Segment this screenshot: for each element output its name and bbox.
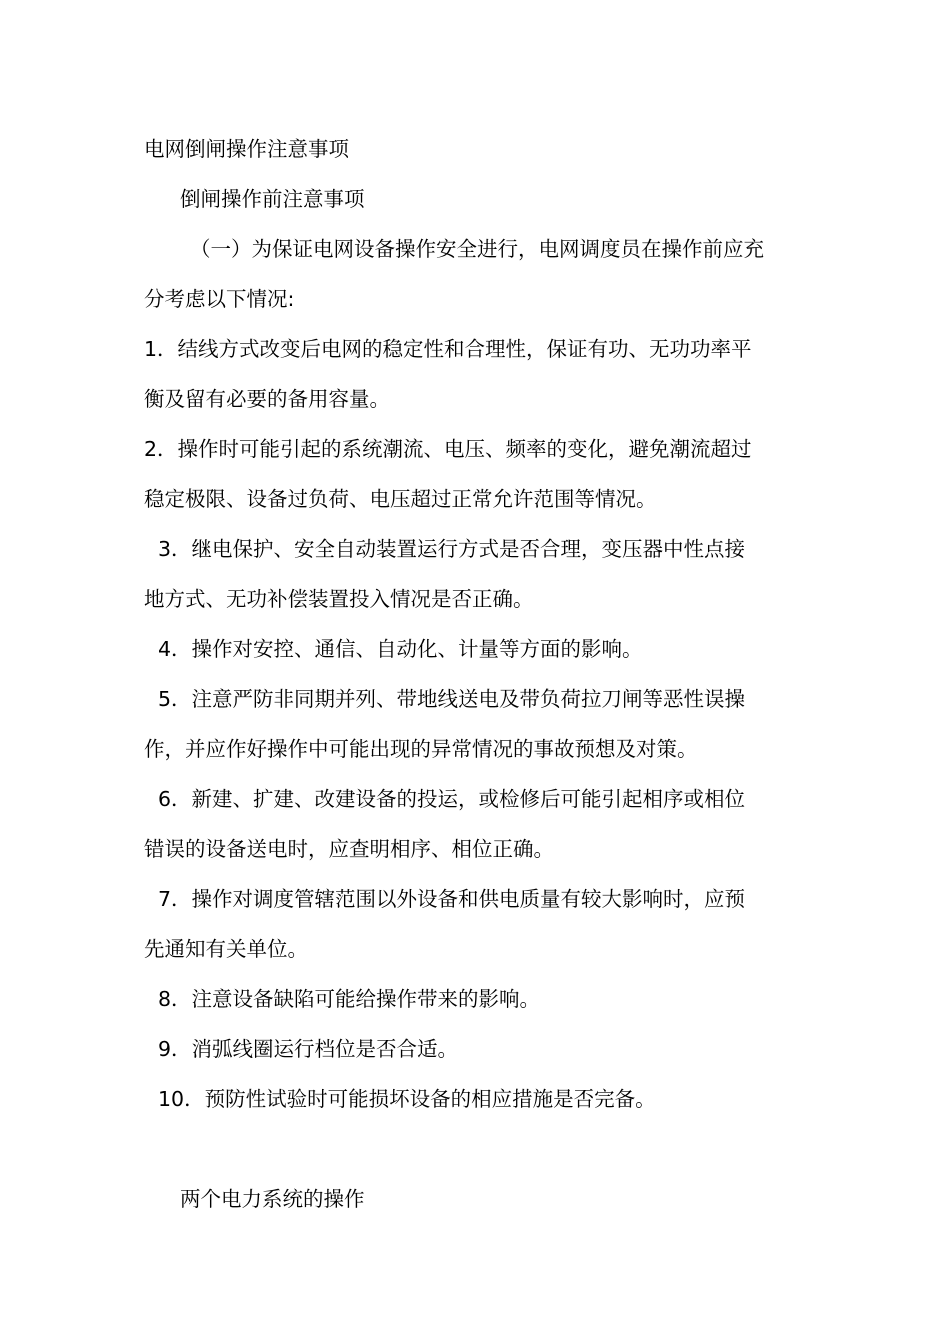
item-9-line-1: 9．消弧线圈运行档位是否合适。 xyxy=(158,1037,459,1061)
item-3-line-2: 地方式、无功补偿装置投入情况是否正确。 xyxy=(144,587,534,611)
item-8-line-1: 8．注意设备缺陷可能给操作带来的影响。 xyxy=(158,987,541,1011)
item-6-line-1: 6．新建、扩建、改建设备的投运，或检修后可能引起相序或相位 xyxy=(158,787,746,811)
item-6-line-2: 错误的设备送电时，应查明相序、相位正确。 xyxy=(144,837,554,861)
section-heading-two-systems: 两个电力系统的操作 xyxy=(180,1187,365,1211)
intro-line-1: （一）为保证电网设备操作安全进行，电网调度员在操作前应充 xyxy=(190,237,764,261)
document-title: 电网倒闸操作注意事项 xyxy=(144,137,349,161)
item-2-line-2: 稳定极限、设备过负荷、电压超过正常允许范围等情况。 xyxy=(144,487,657,511)
section-heading-before-operation: 倒闸操作前注意事项 xyxy=(180,187,365,211)
item-4-line-1: 4．操作对安控、通信、自动化、计量等方面的影响。 xyxy=(158,637,643,661)
item-5-line-1: 5．注意严防非同期并列、带地线送电及带负荷拉刀闸等恶性误操 xyxy=(158,687,746,711)
item-7-line-1: 7．操作对调度管辖范围以外设备和供电质量有较大影响时，应预 xyxy=(158,887,746,911)
item-1-line-2: 衡及留有必要的备用容量。 xyxy=(144,387,390,411)
intro-line-2: 分考虑以下情况: xyxy=(144,287,295,311)
item-3-line-1: 3．继电保护、安全自动装置运行方式是否合理，变压器中性点接 xyxy=(158,537,746,561)
item-2-line-1: 2．操作时可能引起的系统潮流、电压、频率的变化，避免潮流超过 xyxy=(144,437,752,461)
item-5-line-2: 作，并应作好操作中可能出现的异常情况的事故预想及对策。 xyxy=(144,737,698,761)
item-7-line-2: 先通知有关单位。 xyxy=(144,937,308,961)
item-10-line-1: 10．预防性试验时可能损坏设备的相应措施是否完备。 xyxy=(158,1087,656,1111)
item-1-line-1: 1．结线方式改变后电网的稳定性和合理性，保证有功、无功功率平 xyxy=(144,337,752,361)
